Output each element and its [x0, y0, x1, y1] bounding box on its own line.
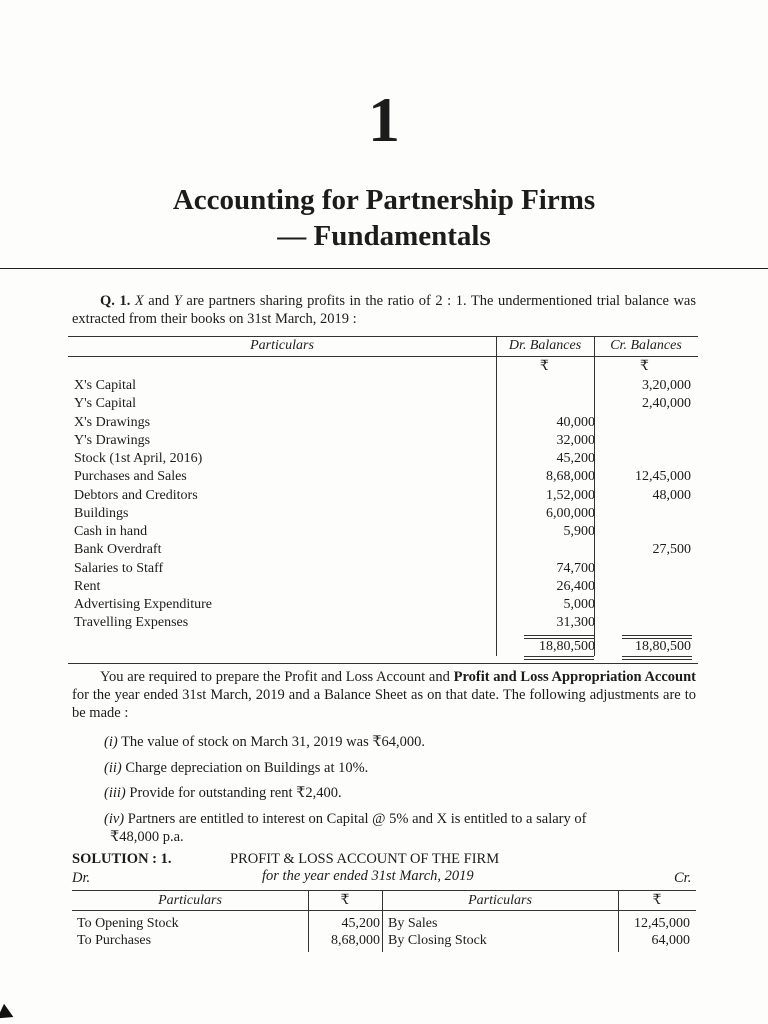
tb-particular: Y's Drawings — [74, 432, 151, 448]
table-row — [68, 450, 698, 468]
pl-header-particulars-right: Particulars — [468, 893, 532, 908]
tb-dr-value: 31,300 — [556, 615, 595, 631]
tb-cr-value: 27,500 — [652, 542, 691, 558]
pl-right-amount: 64,000 — [651, 933, 690, 948]
chapter-number: 1 — [368, 84, 400, 155]
tb-cr-value: 2,40,000 — [642, 396, 691, 412]
pl-right-particular: By Sales — [388, 916, 438, 931]
pl-left-amount: 45,200 — [341, 916, 380, 931]
pl-header-amount-left: ₹ — [340, 893, 350, 908]
tb-header-particulars: Particulars — [250, 338, 314, 353]
adjustment-number: (iii) — [104, 785, 126, 801]
chapter-title-line1: Accounting for Partnership Firms — [172, 184, 596, 216]
tb-dr-value: 74,700 — [556, 560, 595, 576]
adjustment-number: (iv) — [104, 811, 125, 827]
margin-arrow-icon — [0, 1004, 17, 1024]
tb-currency-cr: ₹ — [640, 359, 649, 374]
adjustment-number: (i) — [104, 734, 118, 750]
question-text — [72, 292, 696, 328]
adjustment-text: Provide for outstanding rent ₹2,400. — [129, 785, 342, 801]
tb-dr-value: 26,400 — [556, 578, 595, 594]
tb-cr-value: 3,20,000 — [642, 378, 691, 393]
table-row — [68, 523, 698, 541]
tb-dr-value: 8,68,000 — [546, 469, 595, 485]
pl-left-particular: To Purchases — [77, 933, 152, 948]
question-and: and — [148, 293, 170, 309]
adjustment-text: Partners are entitled to interest on Capital @ 5% and X is entitled to a salary of — [127, 811, 587, 827]
table-row — [68, 414, 698, 432]
adjustment-number: (ii) — [104, 760, 122, 776]
adjustment-item — [104, 759, 696, 777]
instructions-bold: Profit and Loss Appropriation Account — [453, 669, 696, 685]
instructions-part-b: for the year ended 31st March, 2019 and a Balance Sheet as on that date. The following adjustments are to be made : — [72, 687, 696, 721]
tb-particular: Salaries to Staff — [74, 560, 164, 576]
question-label: Q. 1. — [100, 293, 131, 309]
tb-dr-value: 40,000 — [556, 414, 595, 430]
adjustment-item — [104, 810, 696, 846]
instructions-text — [72, 668, 696, 722]
tb-particular: X's Drawings — [74, 414, 151, 430]
tb-particular: Debtors and Creditors — [74, 487, 198, 503]
pl-header-particulars-left: Particulars — [158, 893, 222, 908]
tb-cr-value: 48,000 — [652, 487, 691, 503]
tb-total-dr: 18,80,500 — [539, 639, 595, 654]
tb-particular: Cash in hand — [74, 524, 148, 539]
table-row — [68, 432, 698, 450]
table-row — [68, 560, 698, 578]
chapter-title — [0, 182, 768, 254]
tb-dr-value: 5,000 — [563, 597, 595, 612]
tb-particular: Purchases and Sales — [74, 469, 187, 485]
tb-total-double-rule-cr — [622, 656, 692, 660]
pl-right-amount: 12,45,000 — [634, 916, 690, 931]
tb-header-cr: Cr. Balances — [610, 338, 682, 353]
tb-dr-value: 32,000 — [556, 432, 595, 448]
pl-left-particular: To Opening Stock — [77, 916, 179, 931]
tb-dr-value: 5,900 — [563, 524, 595, 539]
table-row — [68, 614, 698, 632]
table-row — [68, 468, 698, 486]
adjustment-text: Charge depreciation on Buildings at 10%. — [125, 760, 369, 776]
tb-header-dr: Dr. Balances — [508, 338, 582, 353]
solution-label: SOLUTION : 1. — [72, 851, 172, 867]
tb-particular: Advertising Expenditure — [74, 597, 213, 612]
tb-particular: X's Capital — [74, 378, 137, 393]
tb-cr-value: 12,45,000 — [635, 469, 691, 485]
table-row — [68, 596, 698, 614]
chapter-title-line2: — Fundamentals — [277, 220, 491, 252]
tb-particular: Y's Capital — [74, 396, 137, 412]
adjustment-text: The value of stock on March 31, 2019 was ₹64,000. — [121, 734, 426, 750]
title-divider — [0, 268, 768, 269]
table-row — [68, 395, 698, 413]
tb-currency-dr: ₹ — [540, 359, 549, 374]
tb-particular: Travelling Expenses — [74, 615, 189, 631]
tb-total-cr: 18,80,500 — [635, 639, 691, 654]
partner-x: X — [134, 293, 144, 309]
question-body: are partners sharing profits in the ratio of 2 : 1. The undermentioned trial balance was extracted from their books on 31st March, 2019 : — [72, 293, 696, 327]
adjustment-text-cont: ₹48,000 p.a. — [110, 829, 184, 845]
tb-dr-value: 45,200 — [556, 451, 595, 466]
tb-dr-value: 6,00,000 — [546, 505, 595, 521]
table-row — [68, 578, 698, 596]
adjustment-item — [104, 733, 696, 751]
tb-particular: Buildings — [74, 505, 129, 521]
table-row — [68, 377, 698, 395]
partner-y: Y — [173, 293, 182, 309]
table-row — [68, 487, 698, 505]
dr-label: Dr. — [72, 870, 91, 886]
tb-dr-value: 1,52,000 — [546, 487, 595, 503]
tb-particular: Rent — [74, 578, 101, 594]
account-title: PROFIT & LOSS ACCOUNT OF THE FIRM — [230, 851, 500, 867]
account-subtitle: for the year ended 31st March, 2019 — [262, 868, 474, 884]
pl-right-particular: By Closing Stock — [388, 933, 487, 948]
tb-particular: Bank Overdraft — [74, 542, 162, 558]
table-row — [68, 541, 698, 559]
instructions-part-a: You are required to prepare the Profit and Loss Account and — [100, 669, 450, 685]
adjustment-item — [104, 784, 696, 802]
pl-left-amount: 8,68,000 — [331, 933, 380, 948]
cr-label: Cr. — [674, 870, 692, 886]
tb-total-double-rule-dr — [524, 656, 594, 660]
pl-header-amount-right: ₹ — [652, 893, 662, 908]
table-row — [68, 505, 698, 523]
tb-particular: Stock (1st April, 2016) — [74, 451, 203, 466]
